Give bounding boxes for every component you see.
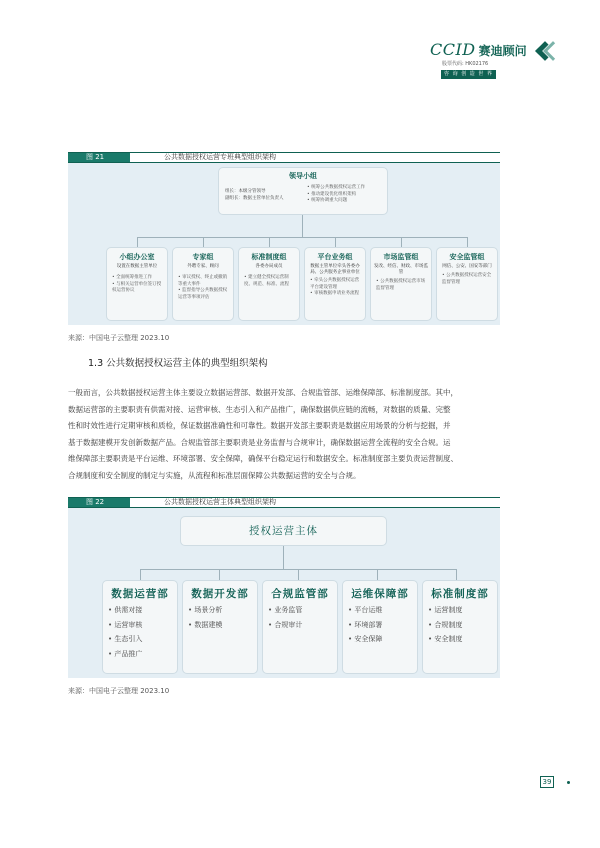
dept-item: • 生态引入 — [103, 632, 177, 647]
dept-item: • 场景分析 — [183, 603, 257, 618]
group-title: 平台业务组 — [317, 253, 353, 261]
group-subtitle: 数据主管单位牵头各委办局、公共服务企事业单位 — [310, 264, 360, 275]
dept-title: 数据运营部 — [111, 588, 169, 600]
figure-21-source: 来源：中国电子云整理 2023.10 — [68, 334, 170, 342]
dept-title: 标准制度部 — [431, 588, 489, 600]
figure-21-title: 公共数据授权运营专班典型组织架构 — [164, 153, 276, 161]
dept-title: 合规监管部 — [271, 588, 329, 600]
group-title: 市场监管组 — [383, 253, 419, 261]
dept-item: • 平台运维 — [343, 603, 417, 618]
dept-box-standards — [422, 580, 498, 674]
leader-duty: • 统筹协调重大问题 — [307, 198, 365, 205]
paragraph-line: 维保障部主要职责是平台运维、环境部署、安全保障，确保平台稳定运行和数据安全。标准制度部主要负责运营制度、 — [68, 454, 458, 463]
logo-tagline: 咨 询 创 造 世 界 — [441, 70, 496, 79]
dept-item: • 供需对接 — [103, 603, 177, 618]
group-duty: • 牵头公共数据授权运营平台建设管理 — [310, 278, 362, 291]
group-box-platform — [304, 247, 366, 321]
figure-21-title-bar — [68, 152, 500, 163]
group-duty: • 审议授权、终止或撤销等重大事件 — [178, 275, 230, 288]
dept-title: 数据开发部 — [191, 588, 249, 600]
group-title: 标准制度组 — [251, 253, 287, 261]
connector-line — [335, 237, 336, 247]
dept-item: • 安全制度 — [423, 632, 497, 647]
group-box-standards — [238, 247, 300, 321]
company-logo — [430, 40, 550, 90]
connector-line — [140, 569, 141, 580]
dept-item: • 业务监管 — [263, 603, 337, 618]
figure-21-tag: 图 21 — [68, 153, 130, 162]
dept-item: • 运营制度 — [423, 603, 497, 618]
dept-item: • 合规制度 — [423, 618, 497, 633]
connector-line — [219, 569, 220, 580]
group-duty: • 公共数据授权运营市场监督管理 — [376, 279, 428, 292]
group-title: 小组办公室 — [119, 253, 155, 261]
group-duty: • 全面统筹推进工作 — [112, 275, 164, 282]
leader-duty: • 统筹公共数据授权运营工作 — [307, 185, 365, 192]
section-title: 1.3 公共数据授权运营主体的典型组织架构 — [88, 358, 268, 369]
group-duty: • 公共数据授权运营安全监督管理 — [442, 273, 494, 286]
group-duty: • 审核数据申请业务流程 — [310, 291, 362, 298]
group-title: 安全监管组 — [449, 253, 485, 261]
group-duty: • 与相关运营单位签订授权运营协议 — [112, 282, 164, 295]
figure-22-title-bar — [68, 497, 500, 508]
group-duty: • 监督指导公共数据授权运营等事项评估 — [178, 288, 230, 301]
leader-group-box — [218, 167, 388, 215]
connector-line — [302, 215, 303, 237]
group-title: 专家组 — [192, 253, 214, 261]
dept-item: • 合规审计 — [263, 618, 337, 633]
group-box-security — [436, 247, 498, 321]
connector-line — [298, 569, 299, 580]
leader-group-title: 领导小组 — [289, 172, 317, 180]
figure-22-tag: 图 22 — [68, 498, 130, 507]
leader-line: 组长：本级分管领导 — [225, 189, 266, 194]
connector-line — [456, 569, 457, 580]
paragraph-line: 合规制度和安全制度的制定与实施，从流程和标准层面保障公共数据运营的安全与合规。 — [68, 470, 361, 480]
dept-box-data-operation — [102, 580, 178, 674]
dept-item: • 运营审核 — [103, 618, 177, 633]
group-box-experts — [172, 247, 234, 321]
paragraph-line: 一般而言，公共数据授权运营主体主要设立数据运营部、数据开发部、合规监管部、运维保障部、标准制度部。其中， — [68, 388, 458, 397]
dept-item: • 产品推广 — [103, 647, 177, 662]
dept-title: 运维保障部 — [351, 588, 409, 600]
group-subtitle: 外聘专家、顾问 — [187, 264, 219, 269]
group-duty: • 建立健全授权运营制度、规范、标准、流程 — [244, 275, 296, 288]
figure-21-chart — [68, 163, 500, 325]
connector-line — [203, 237, 204, 247]
dept-item: • 数据建模 — [183, 618, 257, 633]
leader-line: 副组长：数据主管单位负责人 — [225, 196, 284, 201]
logo-latin: CCID — [430, 40, 476, 59]
dept-box-compliance — [262, 580, 338, 674]
group-box-market — [370, 247, 432, 321]
figure-22-title: 公共数据授权运营主体典型组织架构 — [164, 498, 276, 506]
root-entity-box — [180, 516, 387, 546]
logo-chinese: 赛迪顾问 — [478, 44, 527, 58]
dept-item: • 安全保障 — [343, 632, 417, 647]
page-number: 39 — [540, 776, 554, 788]
paragraph-line: 基于数据建模开发创新数据产品。合规监管部主要职责是业务监督与合规审计，确保数据运营全流程的安全合规。运 — [68, 437, 451, 447]
group-subtitle: 发改、经信、财政、市场监管 — [374, 264, 428, 275]
connector-line — [137, 237, 138, 247]
paragraph-line: 性和时效性进行定期审核和质检，保证数据准确性和可靠性。数据开发部主要职责是数据应用场景的分析与挖掘，并 — [68, 421, 451, 430]
connector-line — [283, 546, 284, 569]
connector-line — [377, 569, 378, 580]
connector-line — [269, 237, 270, 247]
group-subtitle: 设置在数据主管单位 — [116, 264, 158, 269]
stock-code: 股票代码: HK02176 — [442, 61, 489, 67]
connector-line — [467, 237, 468, 247]
decorative-dot — [567, 781, 570, 784]
root-entity-title: 授权运营主体 — [249, 525, 318, 537]
connector-line — [401, 237, 402, 247]
dept-box-data-development — [182, 580, 258, 674]
figure-22-source: 来源：中国电子云整理 2023.10 — [68, 687, 170, 695]
leader-duty: • 推动建设优化组织架构 — [307, 192, 365, 199]
paragraph-line: 数据运营部的主要职责有供需对接、运营审核、生态引入和产品推广，确保数据供应链的流畅，对数据的质量、完整 — [68, 404, 451, 414]
figure-22-chart — [68, 508, 500, 678]
dept-item: • 环境部署 — [343, 618, 417, 633]
body-paragraph — [68, 385, 500, 484]
group-box-office — [106, 247, 168, 321]
group-subtitle: 网信、公安、国安等部门 — [442, 264, 492, 269]
group-subtitle: 各委办局成员 — [255, 264, 283, 269]
connector-line — [137, 237, 467, 238]
dept-box-ops-support — [342, 580, 418, 674]
